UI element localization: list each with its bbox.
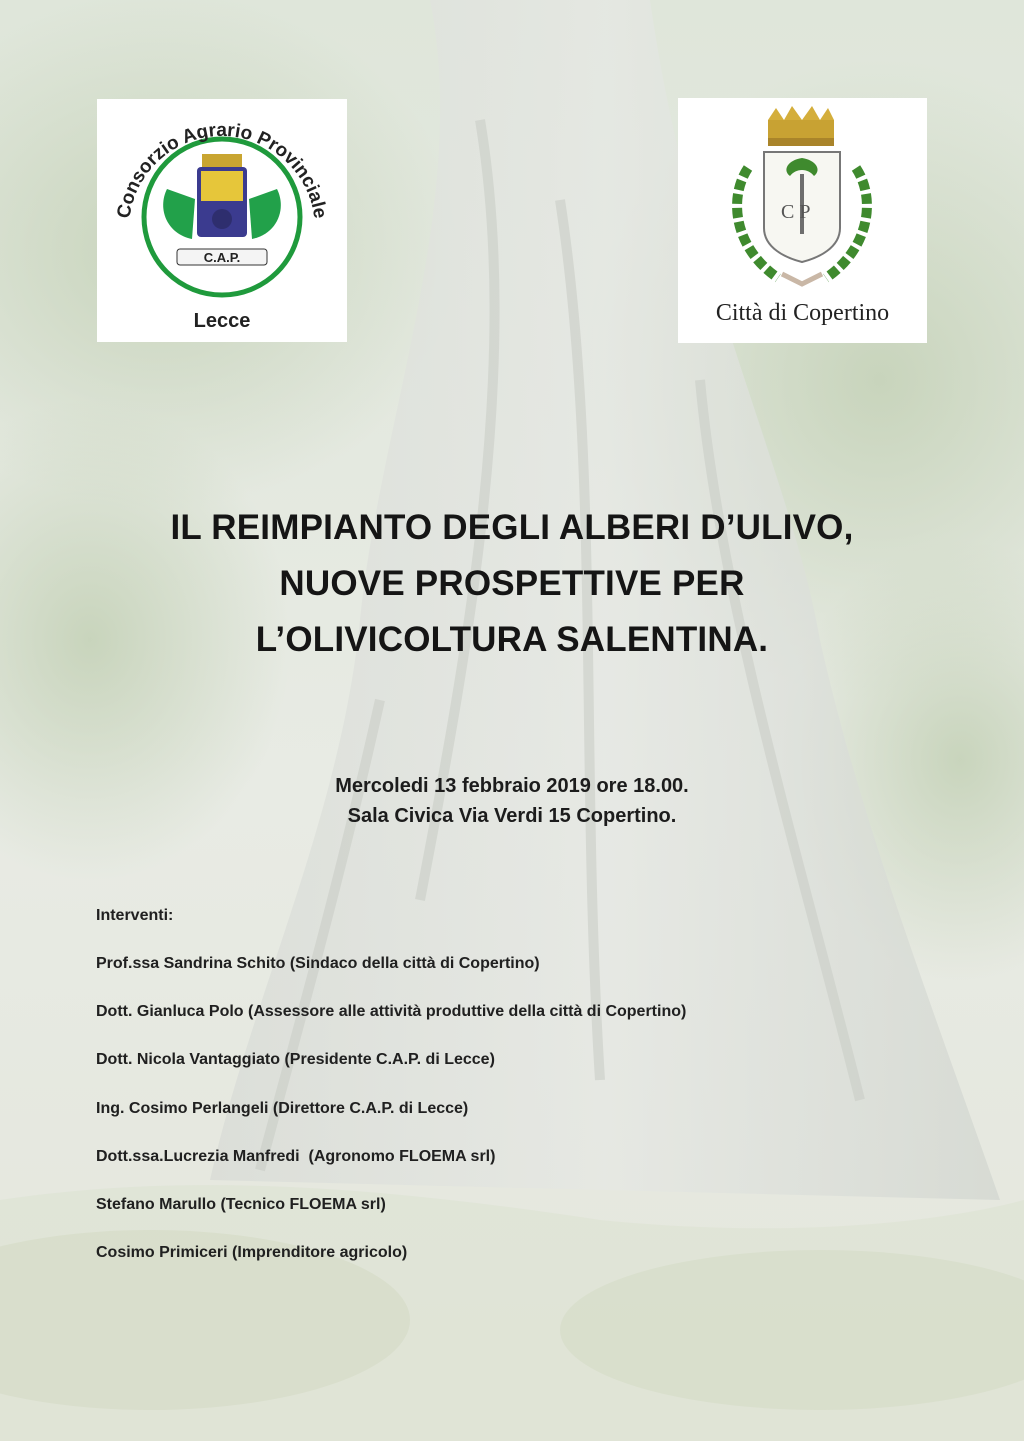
title-line-2: NUOVE PROSPETTIVE PER — [279, 564, 745, 603]
speaker-item: Dott.ssa.Lucrezia Manfredi (Agronomo FLOEMA srl) — [96, 1147, 496, 1165]
event-title — [0, 500, 1024, 668]
copertino-caption: Città di Copertino — [715, 300, 890, 326]
speaker-item: Dott. Nicola Vantaggiato (Presidente C.A.P. di Lecce) — [96, 1051, 495, 1069]
event-details — [0, 771, 1024, 831]
event-venue: Sala Civica Via Verdi 15 Copertino. — [347, 805, 677, 827]
title-line-1: IL REIMPIANTO DEGLI ALBERI D’ULIVO, — [170, 508, 854, 547]
speaker-item: Stefano Marullo (Tecnico FLOEMA srl) — [96, 1195, 386, 1213]
cap-city-text: Lecce — [193, 310, 251, 332]
cap-ribbon-text: C.A.P. — [203, 250, 241, 265]
speakers-list — [96, 903, 976, 1288]
speaker-item: Ing. Cosimo Perlangeli (Direttore C.A.P. di Lecce) — [96, 1099, 469, 1117]
copertino-coat-of-arms-logo — [678, 98, 927, 343]
title-line-3: L’OLIVICOLTURA SALENTINA. — [255, 620, 769, 659]
event-date: Mercoledi 13 febbraio 2019 ore 18.00. — [335, 775, 689, 797]
coat-letters: C P — [781, 201, 811, 223]
svg-text:Consorzio Agrario Provinciale: Consorzio Agrario Provinciale — [113, 119, 331, 220]
speakers-heading: Interventi: — [96, 907, 174, 924]
speaker-item: Cosimo Primiceri (Imprenditore agricolo) — [96, 1244, 408, 1262]
cap-lecce-logo — [97, 99, 347, 342]
speaker-item: Dott. Gianluca Polo (Assessore alle attività produttive della città di Copertino) — [96, 1003, 687, 1021]
speaker-item: Prof.ssa Sandrina Schito (Sindaco della città di Copertino) — [96, 955, 540, 972]
